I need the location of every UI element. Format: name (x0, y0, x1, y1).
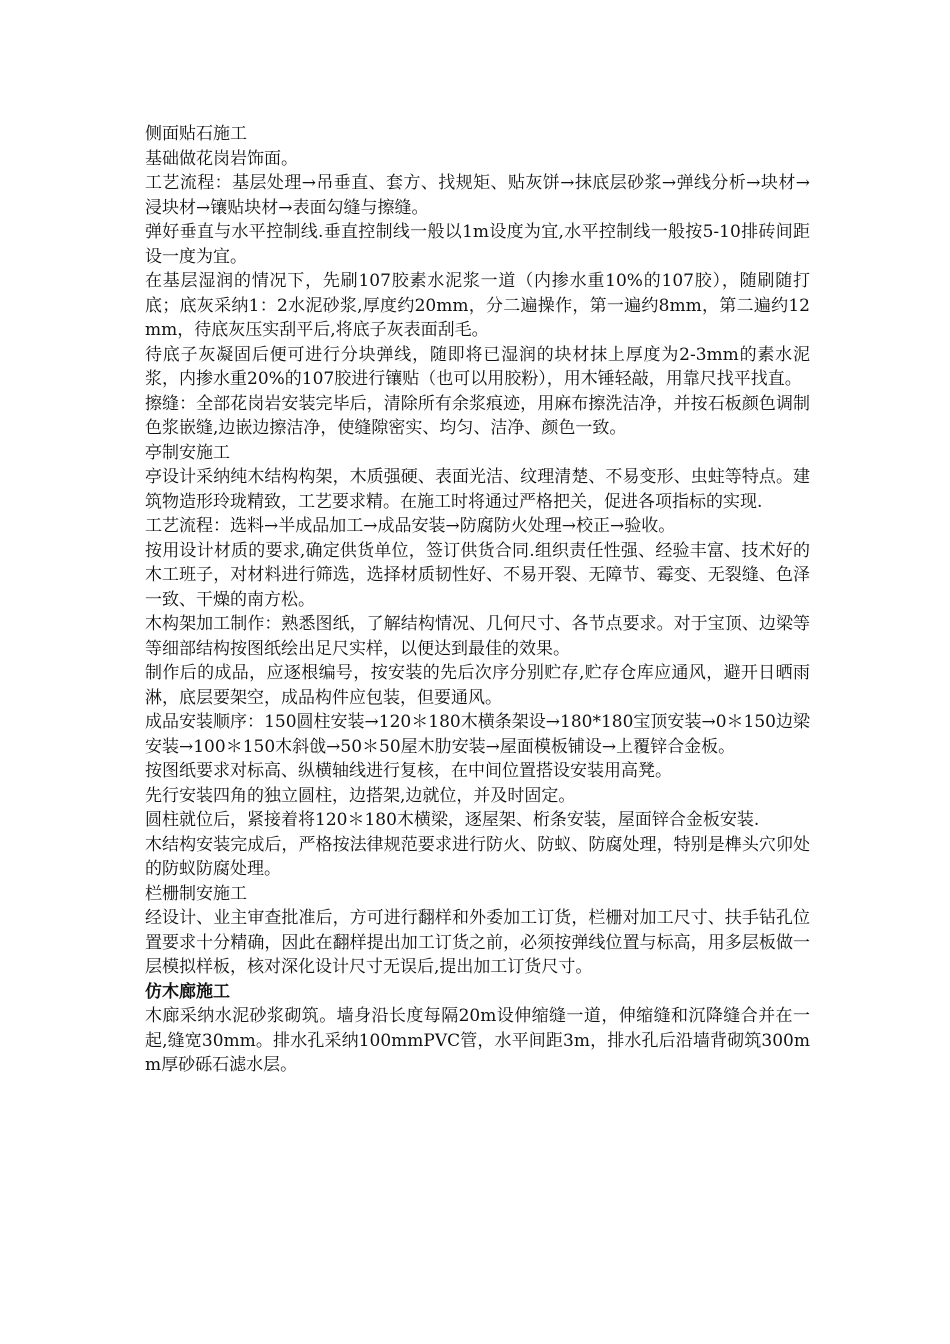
paragraph: 亭设计采纳纯木结构构架，木质强硬、表面光洁、纹理清楚、不易变形、虫蛀等特点。建筑物造形玲珑精致，工艺要求精。在施工时将通过严格把关，促进各项指标的实现. (145, 467, 810, 512)
paragraph: 成品安装顺序：150圆柱安装→120＊180木横条架设→180*180宝顶安装→0＊150边梁安装→100＊150木斜戗→50＊50屋木肋安装→屋面模板铺设→上覆锌合金板。 (145, 712, 810, 757)
section-title-faux-wood-corridor: 仿木廊施工 (145, 981, 230, 1002)
paragraph: 木结构安装完成后，严格按法律规范要求进行防火、防蚁、防腐处理，特别是榫头穴卯处的防蚁防腐处理。 (145, 834, 810, 879)
section-title-pavilion: 亭制安施工 (145, 442, 230, 463)
paragraph: 圆柱就位后，紧接着将120＊180木横梁，逐屋架、桁条安装，屋面锌合金板安装. (145, 810, 760, 830)
document-body (145, 122, 810, 1078)
section-title-railing: 栏栅制安施工 (145, 883, 247, 904)
paragraph: 经设计、业主审查批准后，方可进行翻样和外委加工订货，栏栅对加工尺寸、扶手钻孔位置要求十分精确，因此在翻样提出加工订货之前，必须按弹线位置与标高，用多层板做一层模拟样板，核对深化设计尺寸无误后,提出加工订货尺寸。 (145, 908, 810, 977)
paragraph: 木构架加工制作：熟悉图纸，了解结构情况、几何尺寸、各节点要求。对于宝顶、边梁等等细部结构按图纸绘出足尺实样，以便达到最佳的效果。 (145, 614, 810, 659)
paragraph: 待底子灰凝固后便可进行分块弹线，随即将已湿润的块材抹上厚度为2-3mm的素水泥浆，内掺水重20%的107胶进行镶贴（也可以用胶粉），用木锤轻敲，用靠尺找平找直。 (145, 344, 810, 389)
paragraph: 木廊采纳水泥砂浆砌筑。墙身沿长度每隔20m设伸缩缝一道，伸缩缝和沉降缝合并在一起,缝宽30mm。排水孔采纳100mmPVC管，水平间距3m，排水孔后沿墙背砌筑300mm厚砂砾石滤水层。 (145, 1006, 810, 1075)
paragraph: 按图纸要求对标高、纵横轴线进行复核，在中间位置搭设安装用高凳。 (145, 761, 672, 781)
paragraph: 工艺流程：基层处理→吊垂直、套方、找规矩、贴灰饼→抹底层砂浆→弹线分析→块材→浸块材→镶贴块材→表面勾缝与擦缝。 (145, 173, 810, 218)
paragraph: 擦缝：全部花岗岩安装完毕后，清除所有余浆痕迹，用麻布擦洗洁净，并按石板颜色调制色浆嵌缝,边嵌边擦洁净，使缝隙密实、均匀、洁净、颜色一致。 (145, 393, 810, 438)
paragraph: 基础做花岗岩饰面。 (145, 148, 298, 169)
paragraph: 工艺流程：选料→半成品加工→成品安装→防腐防火处理→校正→验收。 (145, 516, 676, 536)
paragraph: 在基层湿润的情况下，先刷107胶素水泥浆一道（内掺水重10%的107胶），随刷随打底；底灰采纳1：2水泥砂浆,厚度约20mm，分二遍操作，第一遍约8mm，第二遍约12mm，待底灰压实刮平后,将底子灰表面刮毛。 (145, 271, 810, 340)
paragraph: 先行安装四角的独立圆柱，边搭架,边就位，并及时固定。 (145, 785, 576, 806)
paragraph: 弹好垂直与水平控制线.垂直控制线一般以1m设度为宜,水平控制线一般按5-10排砖间距设一度为宜。 (145, 222, 810, 267)
paragraph: 按用设计材质的要求,确定供货单位，签订供货合同.组织责任性强、经验丰富、技术好的木工班子，对材料进行筛选，选择材质韧性好、不易开裂、无障节、霉变、无裂缝、色泽一致、干燥的南方松。 (145, 540, 810, 610)
paragraph: 制作后的成品，应逐根编号，按安装的先后次序分别贮存,贮存仓库应通风，避开日晒雨淋，底层要架空，成品构件应包装，但要通风。 (145, 663, 810, 708)
section-title-side-stone: 侧面贴石施工 (145, 124, 247, 144)
